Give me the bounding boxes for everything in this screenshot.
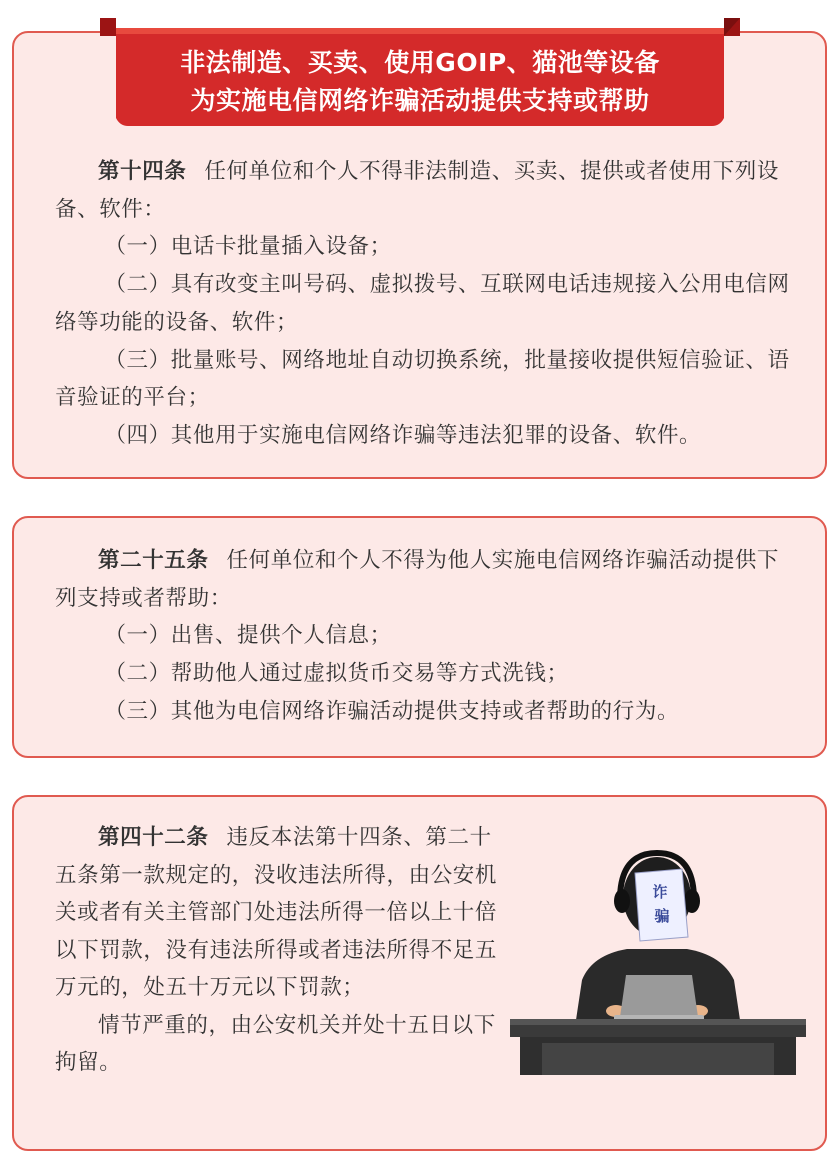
title-banner xyxy=(100,14,740,132)
article-42-card xyxy=(12,795,827,1151)
article-14-text xyxy=(55,153,795,455)
banner-title-line-1: 非法制造、买卖、使用GOIP、猫池等设备 xyxy=(180,48,660,77)
article-14-item-1: （一）电话卡批量插入设备； xyxy=(104,234,392,260)
article-42-para-1: 违反本法第十四条、第二十五条第一款规定的，没收违法所得，由公安机关或者有关主管部门处违法所得一倍以上十倍以下罚款，没有违法所得或者违法所得不足五万元的，处五十万元以下罚款； xyxy=(55,825,498,1000)
scammer-at-desk-illustration xyxy=(502,845,812,1075)
article-14-intro: 任何单位和个人不得非法制造、买卖、提供或者使用下列设备、软件： xyxy=(55,159,780,222)
article-25-item-1: （一）出售、提供个人信息； xyxy=(104,623,392,649)
article-14-item-4: （四）其他用于实施电信网络诈骗等违法犯罪的设备、软件。 xyxy=(104,422,702,448)
sign-char-2: 骗 xyxy=(654,907,670,925)
article-42-text xyxy=(55,819,500,1082)
banner-title xyxy=(100,44,740,120)
article-25-title: 第二十五条 xyxy=(98,548,209,573)
article-25-card xyxy=(12,516,827,758)
banner-title-line-2: 为实施电信网络诈骗活动提供支持或帮助 xyxy=(190,86,650,115)
article-14-item-2: （二）具有改变主叫号码、虚拟拨号、互联网电话违规接入公用电信网络等功能的设备、软件； xyxy=(55,272,790,335)
article-25-text xyxy=(55,542,795,731)
article-14-item-3: （三）批量账号、网络地址自动切换系统，批量接收提供短信验证、语音验证的平台； xyxy=(55,347,790,411)
article-42-para-2: 情节严重的，由公安机关并处十五日以下拘留。 xyxy=(55,1012,496,1075)
sign-char-1: 诈 xyxy=(652,883,668,901)
article-25-intro: 任何单位和个人不得为他人实施电信网络诈骗活动提供下列支持或者帮助： xyxy=(55,548,780,611)
article-42-title: 第四十二条 xyxy=(98,825,209,850)
article-25-item-2: （二）帮助他人通过虚拟货币交易等方式洗钱； xyxy=(104,661,569,687)
article-14-title: 第十四条 xyxy=(98,159,187,184)
article-25-item-3: （三）其他为电信网络诈骗活动提供支持或者帮助的行为。 xyxy=(104,698,680,724)
